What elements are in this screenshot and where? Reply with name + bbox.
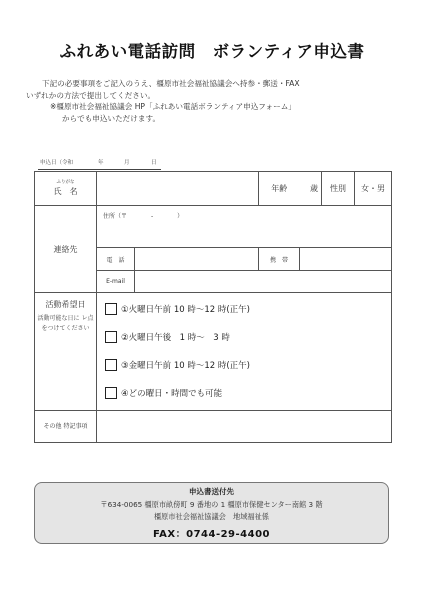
schedule-option-4[interactable] [97, 379, 391, 407]
fax-number: FAX：0744-29-4400 [152, 529, 270, 540]
intro-line-2: いずれかの方法で提出してください。 [26, 90, 156, 100]
sex-options[interactable]: 女・男 [355, 172, 392, 206]
sex-label: 性別 [322, 172, 355, 206]
other-notes-field[interactable] [97, 411, 392, 443]
other-notes-label: その他 特記事項 [35, 411, 97, 443]
submission-heading: 申込書送付先 [189, 487, 234, 496]
phone-label: 電 話 [97, 248, 135, 271]
checkbox[interactable] [105, 331, 117, 343]
page-title: ふれあい電話訪問 ボランティア申込書 [59, 42, 365, 61]
checkbox[interactable] [105, 303, 117, 315]
furigana-label: ふりがな [56, 180, 75, 185]
schedule-option-label: ③金曜日午前 10 時～12 時(正午) [121, 361, 250, 371]
intro-line-1: 下記の必要事項をご記入のうえ、橿原市社会福祉協議会へ持参・郵送・FAX [42, 79, 300, 88]
schedule-option-2[interactable] [97, 323, 391, 351]
email-label: E-mail [97, 271, 135, 293]
intro-line-4: からでも申込いただけます。 [62, 113, 161, 123]
age-field[interactable] [300, 172, 322, 206]
application-form [34, 171, 392, 443]
schedule-option-1[interactable] [97, 295, 391, 323]
schedule-label-cell [35, 293, 97, 411]
age-unit: 歳 [310, 184, 319, 193]
name-label: 氏 名 [53, 187, 78, 196]
name-field[interactable] [97, 172, 259, 206]
schedule-label: 活動希望日 [45, 300, 86, 309]
date-label: 申込日（令和 [40, 160, 74, 166]
schedule-option-label: ①火曜日午前 10 時～12 時(正午) [121, 305, 250, 315]
date-month-label: 月 [124, 160, 130, 166]
submission-organization: 橿原市社会福祉協議会 地域福祉係 [153, 512, 269, 521]
checkbox[interactable] [105, 387, 117, 399]
checkbox[interactable] [105, 359, 117, 371]
application-date-field[interactable] [38, 155, 161, 170]
intro-line-3: ※橿原市社会福祉協議会 HP「ふれあい電話ボランティア申込フォーム」 [50, 102, 296, 111]
address-field[interactable]: 住所（〒 - ） [97, 206, 392, 248]
mobile-field[interactable] [300, 248, 392, 271]
schedule-option-3[interactable] [97, 351, 391, 379]
age-label: 年齢 [259, 172, 300, 206]
schedule-option-label: ④どの曜日・時間でも可能 [121, 389, 223, 399]
date-year-label: 年 [98, 160, 104, 166]
phone-field[interactable] [135, 248, 259, 271]
schedule-note: 活動可能な日に レ点をつけてください [37, 315, 94, 332]
schedule-options [97, 293, 392, 411]
mobile-label: 携 帯 [259, 248, 300, 271]
date-day-label: 日 [151, 160, 157, 166]
submission-address-box [34, 482, 389, 544]
submission-address: 〒634-0065 橿原市畝傍町 9 番地の 1 橿原市保健センター南館 3 階 [100, 500, 323, 509]
name-label-cell [35, 172, 97, 206]
contact-label: 連絡先 [35, 206, 97, 293]
intro-text [26, 78, 402, 124]
schedule-option-label: ②火曜日午後 1 時～ 3 時 [121, 333, 230, 343]
email-field[interactable] [135, 271, 392, 293]
